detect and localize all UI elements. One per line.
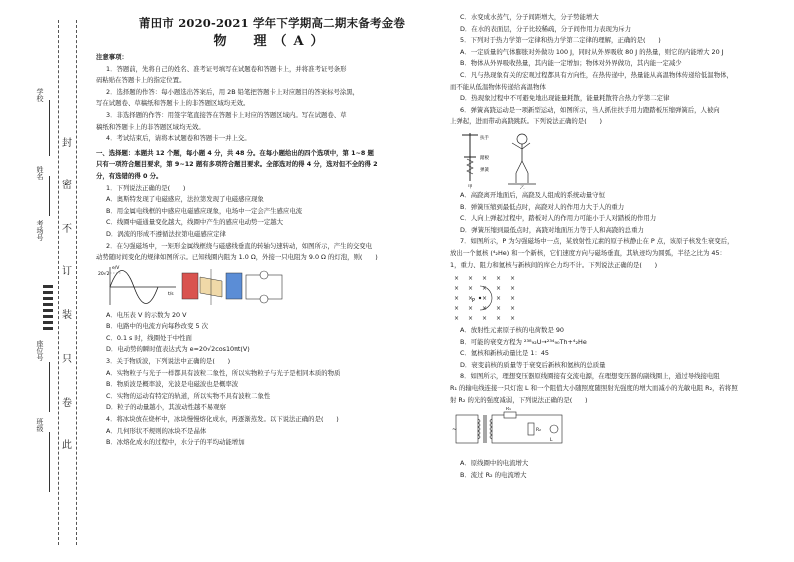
resistor-r1 — [504, 412, 516, 418]
field-mark: × — [496, 305, 502, 313]
notes-line: 1．答题前，先将自己的姓名、准考证号填写在试题卷和答题卡上，并将准考证号条形 — [106, 64, 347, 73]
transformer-circuit-diagram — [450, 407, 570, 451]
field-mark: × — [454, 305, 460, 313]
section-instructions: 一、选择题：本题共 12 个题，每小题 4 分，共 48 分。在每小题给出的四个选项中，第 1~8 题 — [96, 148, 374, 157]
seal-char: 卷 — [62, 398, 72, 409]
q2-figure — [96, 265, 448, 309]
barcode-box — [43, 285, 53, 333]
q2-stem: 2．在匀强磁场中，一矩形金属线框绕与磁感线垂直的转轴匀速转动，如图所示，产生的交变电 — [106, 241, 373, 250]
pogo-stick-diagram — [450, 129, 570, 189]
graph-value-label: 20√2 — [98, 271, 110, 277]
q5-option: 而不能从低温物体传递给高温物体 — [450, 82, 546, 91]
fig-label-handle: 扶手 — [480, 135, 489, 141]
field-mark: × — [496, 275, 502, 283]
q8-option: B．流过 R₂ 的电流增大 — [460, 470, 527, 479]
class-blank — [49, 432, 50, 492]
field-mark: × — [468, 305, 474, 313]
q7-stem: 7．如图所示，P 为匀强磁场中一点，某放射性元素的原子核静止在 P 点，该原子核发生衰变后， — [460, 237, 734, 246]
q7-option: D．衰变前核的质量等于衰变后新核和氦核的总质量 — [460, 360, 606, 369]
seal-char: 只 — [62, 354, 72, 365]
point-p-label: P — [472, 298, 476, 305]
person-head — [517, 134, 527, 144]
q5-option: B．物体从外界吸收热量，其内能一定增加；物体对外界做功，其内能一定减少 — [460, 59, 682, 68]
field-mark: × — [496, 285, 502, 293]
field-mark: × — [510, 315, 516, 323]
field-mark: × — [454, 315, 460, 323]
q1-option: B．用金属电线框的中感应电磁感应现象，电场中一定会产生感应电流 — [106, 206, 303, 215]
q3-option: A．实物粒子与光子一样都具有波粒二象性，所以实物粒子与光子是相同本质的物质 — [106, 368, 341, 377]
q3-stem: 3．关于物质波，下列说法中正确的是( ) — [106, 357, 231, 366]
q2-option: C．0.1 s 时，线圈处于中性面 — [106, 333, 192, 342]
field-mark: × — [510, 285, 516, 293]
q1-stem: 1．下列说法正确的是( ) — [106, 183, 186, 192]
lamp-icon — [260, 295, 268, 303]
ac-source-icon: ~ — [452, 426, 458, 434]
magnet-n — [182, 273, 198, 299]
exam-subject: 物 理（A） — [213, 34, 331, 49]
q8-option: A．原线圈中的电流增大 — [460, 459, 529, 468]
fig-label-spring: 弹簧 — [480, 167, 489, 173]
field-mark: × — [468, 315, 474, 323]
q8-stem: 射 R₂ 的光的强度减弱，下列说法正确的是( ) — [450, 395, 588, 404]
field-mark: × — [482, 275, 488, 283]
resistor-r2 — [528, 423, 534, 435]
q2-option: A．电压表 V 的示数为 20 V — [106, 310, 187, 319]
lamp-icon — [550, 425, 558, 433]
q4-option: D．在水的表面层，分子比较稀疏，分子间作用力表现为斥力 — [460, 24, 632, 33]
magnet-s — [226, 273, 242, 299]
field-mark: × — [482, 315, 488, 323]
q6-option: D．弹簧压缩到最低点时，高跷对地面压力等于人和高跷的总重力 — [460, 225, 644, 234]
field-mark: × — [482, 305, 488, 313]
school-label: 学校 — [36, 88, 44, 102]
q8-stem: R₁ 的输电线连接一只灯泡 L 和一个阻值大小随照度随照射光强度的增大而减小的光敏电阻 R₂，若将照 — [450, 384, 738, 393]
binding-strip — [0, 0, 92, 562]
graph-x-label: t/s — [168, 291, 174, 297]
q7-stem: 放出一个氦核 (⁴₂He) 和一个新核，它们速度方向与磁场垂直，其轨迹均为圆弧，半径之比为 45： — [450, 248, 726, 257]
exam-title: 莆田市 2020-2021 学年下学期高二期末备考金卷 — [138, 16, 406, 30]
seal-char: 密 — [62, 180, 72, 191]
magnetic-field-diagram — [450, 272, 530, 324]
q7-option: C．氦核和新核动量比是 1：45 — [460, 349, 549, 358]
fig-label-a: 甲 — [468, 184, 473, 189]
right-column — [450, 12, 790, 481]
seal-char: 此 — [62, 440, 72, 451]
q3-option: B．物质波是概率波，光波是电磁波也是概率波 — [106, 380, 239, 389]
notes-line: 码粘贴在答题卡上的指定位置。 — [96, 76, 186, 85]
seat-blank — [49, 362, 50, 412]
notes-heading: 注意事项： — [96, 53, 128, 61]
field-mark: × — [468, 285, 474, 293]
q7-stem: 1，重力、阻力和氦核与新核间的库仑力均不计。下列说法正确的是( ) — [450, 260, 658, 269]
q2-stem: 动势随时间变化的规律如图所示。已知线圈内阻为 1.0 Ω，外接一只电阻为 9.0 Ω 的灯泡，则( ) — [96, 253, 378, 262]
field-mark: × — [510, 305, 516, 313]
voltmeter-icon — [260, 271, 268, 279]
notes-line: 稿纸和答题卡上的非答题区域均无效。 — [96, 122, 205, 131]
field-mark: × — [496, 315, 502, 323]
field-mark: × — [482, 295, 488, 303]
class-label: 班级 — [36, 418, 44, 432]
lamp-label: L — [550, 438, 553, 444]
q3-option: D．粒子的动量越小，其波动性越不易观察 — [106, 403, 226, 412]
q4-stem: 4．将冰块放在烧杯中，冰块慢慢熔化成水，再逐渐蒸发。以下说法正确的是( ) — [106, 415, 339, 424]
seal-char: 订 — [62, 266, 72, 277]
fig-label-pedal: 踏板 — [480, 155, 489, 161]
q5-option: C．凡与热现象有关的宏观过程都具有方向性，在热传递中，热量能从高温物体传递给低温物体， — [460, 70, 733, 79]
school-blank — [49, 100, 50, 156]
q8-figure — [450, 407, 790, 457]
q4-option: C．水变成水蒸气，分子间距增大，分子势能增大 — [460, 13, 599, 21]
q2-option: B．电路中的电流方向每秒改变 5 次 — [106, 322, 208, 331]
field-mark: × — [454, 285, 460, 293]
q2-option: D．电动势的瞬时值表达式为 e=20√2cos10πt(V) — [106, 345, 250, 354]
r1-label: R₁ — [506, 407, 511, 413]
left-column — [96, 14, 448, 449]
seal-char: 封 — [62, 138, 72, 149]
q8-stem: 8．如图所示，理想变压器原线圈接有交流电源，在理想变压器的副线圈上，通过导线接电阻 — [460, 372, 720, 381]
field-mark: × — [510, 275, 516, 283]
notes-line: 写在试题卷、草稿纸和答题卡上的非答题区域均无效。 — [96, 99, 250, 108]
exam-no-label: 考场号 — [36, 220, 44, 241]
notes-line: 2．选择题的作答：每小题选出答案后，用 2B 铅笔把答题卡上对应题目的答案标号涂黑， — [106, 87, 360, 96]
field-mark: × — [496, 295, 502, 303]
q6-stem: 上弹起，进而带动高跷跳跃。下列说法正确的是( ) — [450, 117, 602, 126]
notes-line: 3．非选择题的作答：用签字笔直接答在答题卡上对应的答题区域内。写在试题卷、草 — [106, 110, 347, 119]
q4-option: B．冰熔化成水的过程中，水分子的平均动能增加 — [106, 438, 245, 447]
field-mark: × — [454, 275, 460, 283]
q6-figure — [450, 129, 790, 189]
name-blank — [49, 176, 50, 216]
seal-line-inner — [76, 20, 77, 545]
q6-stem: 6．弹簧高跷运动是一项新型运动，如图所示，当人抓住扶手用力蹬踏板压缩弹簧后，人被向 — [460, 105, 720, 114]
seat-no-label: 座位号 — [36, 340, 44, 361]
seal-char: 装 — [62, 310, 72, 321]
q7-option: A．放射性元素原子核的电荷数是 90 — [460, 326, 565, 335]
q1-option: D．涡流的形成不遵循法拉第电磁感应定律 — [106, 229, 226, 238]
q1-option: C．线圈中磁通量变化越大，线圈中产生的感应电动势一定越大 — [106, 218, 284, 227]
field-mark: × — [468, 295, 474, 303]
q5-option: D．热现象过程中不可避免地出现能量耗散，能量耗散符合热力学第二定律 — [460, 94, 670, 103]
field-mark: × — [510, 295, 516, 303]
q6-option: B．弹簧压缩到最低点时，高跷对人的作用力大于人的重力 — [460, 202, 625, 211]
seal-char: 不 — [62, 224, 72, 235]
q4-option: A．几何形状不规则的冰块不是晶体 — [106, 426, 207, 435]
q1-option: A．奥斯特发现了电磁感应，法拉第发现了电磁感应现象 — [106, 195, 264, 204]
seal-line-outer — [58, 20, 59, 545]
notes-line: 4．考试结束后，请将本试题卷和答题卡一并上交。 — [106, 134, 251, 143]
q7-option: B．可能的衰变方程为 ²³⁸₉₂U→²³⁴₉₀Th+⁴₂He — [460, 337, 587, 346]
fig-label-b: 乙 — [520, 185, 525, 189]
q2-diagram — [96, 265, 396, 309]
section-instructions: 只有一项符合题目要求，第 9~12 题有多项符合题目要求。全部选对的得 4 分，选对但不全的得 2 — [96, 160, 378, 169]
r2-label: R₂ — [536, 428, 541, 434]
q5-option: A．一定质量的气体膨胀对外做功 100 J，同时从外界吸收 80 J 的热量，则它的内能增大 20 J — [460, 47, 724, 56]
field-mark: × — [482, 285, 488, 293]
name-label: 姓名 — [36, 166, 44, 180]
q6-option: A．高跷离开地面后，高跷及人组成的系统动量守恒 — [460, 190, 605, 199]
q3-option: C．实物的运动有特定的轨道，所以实物不具有波粒二象性 — [106, 391, 271, 400]
section-instructions: 分，有选错的得 0 分。 — [96, 171, 163, 180]
field-mark: × — [454, 295, 460, 303]
field-mark: × — [468, 275, 474, 283]
q7-figure — [450, 272, 790, 324]
q6-option: C．人向上弹起过程中，踏板对人的作用力可能小于人对踏板的作用力 — [460, 214, 657, 223]
q5-stem: 5．下列对于热力学第一定律和热力学第二定律的理解，正确的是( ) — [460, 36, 661, 45]
graph-y-label: e/V — [112, 265, 120, 271]
